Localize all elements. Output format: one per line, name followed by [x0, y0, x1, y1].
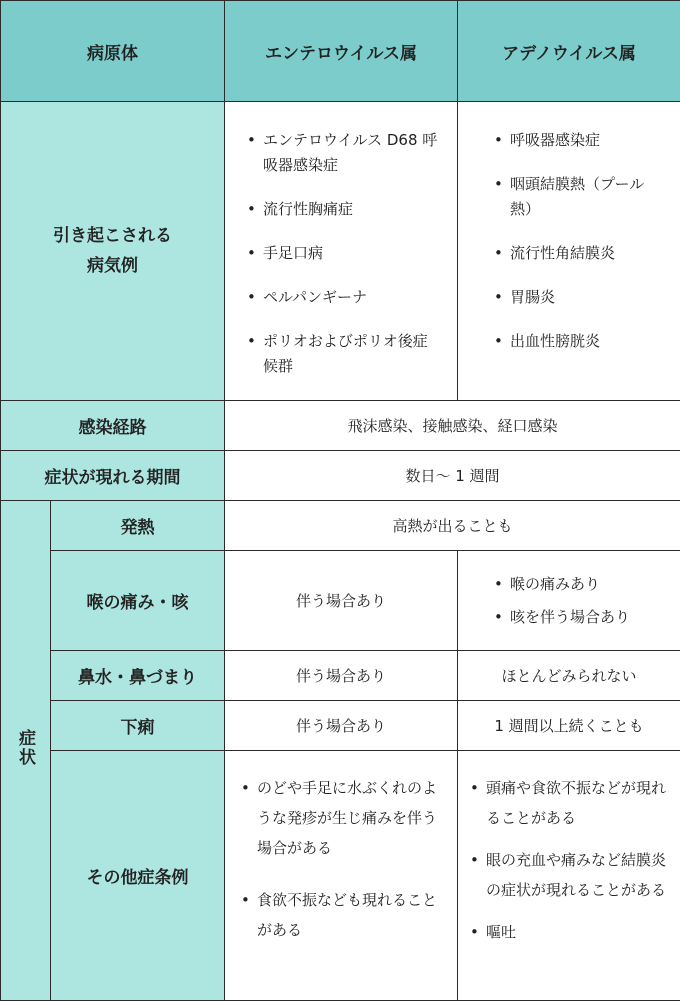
list-item: • 食欲不振なども現れることがある: [239, 885, 443, 945]
list-item: • 出血性膀胱炎: [492, 329, 666, 354]
throat-row: [1, 551, 680, 651]
other-entero-list: [239, 773, 443, 945]
list-item: • 咳を伴う場合あり: [492, 605, 670, 630]
header-enterovirus: エンテロウイルス属: [225, 1, 458, 102]
list-item: • 嘔吐: [468, 917, 668, 947]
list-item: • 呼吸器感染症: [492, 128, 666, 153]
list-item: • のどや手足に水ぶくれのような発疹が生じ痛みを伴う場合がある: [239, 773, 443, 863]
throat-entero: 伴う場合あり: [225, 551, 458, 651]
nose-adeno: ほとんどみられない: [458, 651, 680, 701]
route-row: [1, 401, 680, 451]
list-item: • 手足口病: [245, 241, 441, 266]
list-item: • 流行性角結膜炎: [492, 241, 666, 266]
fever-row: [1, 501, 680, 551]
diarrhea-label: 下痢: [51, 701, 225, 751]
route-value: 飛沫感染、接触感染、経口感染: [225, 401, 680, 451]
period-value: 数日〜 1 週間: [225, 451, 680, 501]
list-item: • エンテロウイルス D68 呼吸器感染症: [245, 128, 441, 178]
header-row: [1, 1, 680, 102]
nose-row: [1, 651, 680, 701]
diseases-label: [1, 102, 225, 401]
period-label: 症状が現れる期間: [1, 451, 225, 501]
list-item: • 咽頭結膜熱（プール熱）: [492, 172, 666, 222]
diseases-row: [1, 102, 680, 401]
fever-label: 発熱: [51, 501, 225, 551]
other-adeno-list: [468, 773, 668, 947]
other-entero-cell: [225, 751, 458, 1001]
entero-diseases-list: [245, 128, 441, 379]
list-item: • 胃腸炎: [492, 285, 666, 310]
entero-diseases-cell: [225, 102, 458, 401]
other-row: [1, 751, 680, 1001]
diarrhea-entero: 伴う場合あり: [225, 701, 458, 751]
symptoms-side-label: [1, 501, 51, 1001]
other-adeno-cell: [458, 751, 680, 1001]
header-adenovirus: アデノウイルス属: [458, 1, 680, 102]
adeno-diseases-cell: [458, 102, 680, 401]
list-item: • ペルパンギーナ: [245, 285, 441, 310]
list-item: • 流行性胸痛症: [245, 197, 441, 222]
list-item: • 喉の痛みあり: [492, 572, 670, 597]
other-label: その他症条例: [51, 751, 225, 1001]
list-item: • 頭痛や食欲不振などが現れることがある: [468, 773, 668, 833]
list-item: • ポリオおよびポリオ後症候群: [245, 329, 441, 379]
throat-adeno-cell: [458, 551, 680, 651]
diseases-label-line2: 病気例: [1, 251, 224, 281]
route-label: 感染経路: [1, 401, 225, 451]
diarrhea-adeno: 1 週間以上続くことも: [458, 701, 680, 751]
fever-value: 高熱が出ることも: [225, 501, 680, 551]
list-item: • 眼の充血や痛みなど結膜炎の症状が現れることがある: [468, 845, 668, 905]
nose-label: 鼻水・鼻づまり: [51, 651, 225, 701]
diseases-label-line1: 引き起こされる: [1, 221, 224, 251]
symptoms-side-text: 症状: [13, 729, 38, 767]
period-row: [1, 451, 680, 501]
throat-label: 喉の痛み・咳: [51, 551, 225, 651]
diarrhea-row: [1, 701, 680, 751]
adeno-diseases-list: [492, 128, 666, 354]
throat-adeno-list: [492, 572, 670, 630]
nose-entero: 伴う場合あり: [225, 651, 458, 701]
header-pathogen: 病原体: [1, 1, 225, 102]
